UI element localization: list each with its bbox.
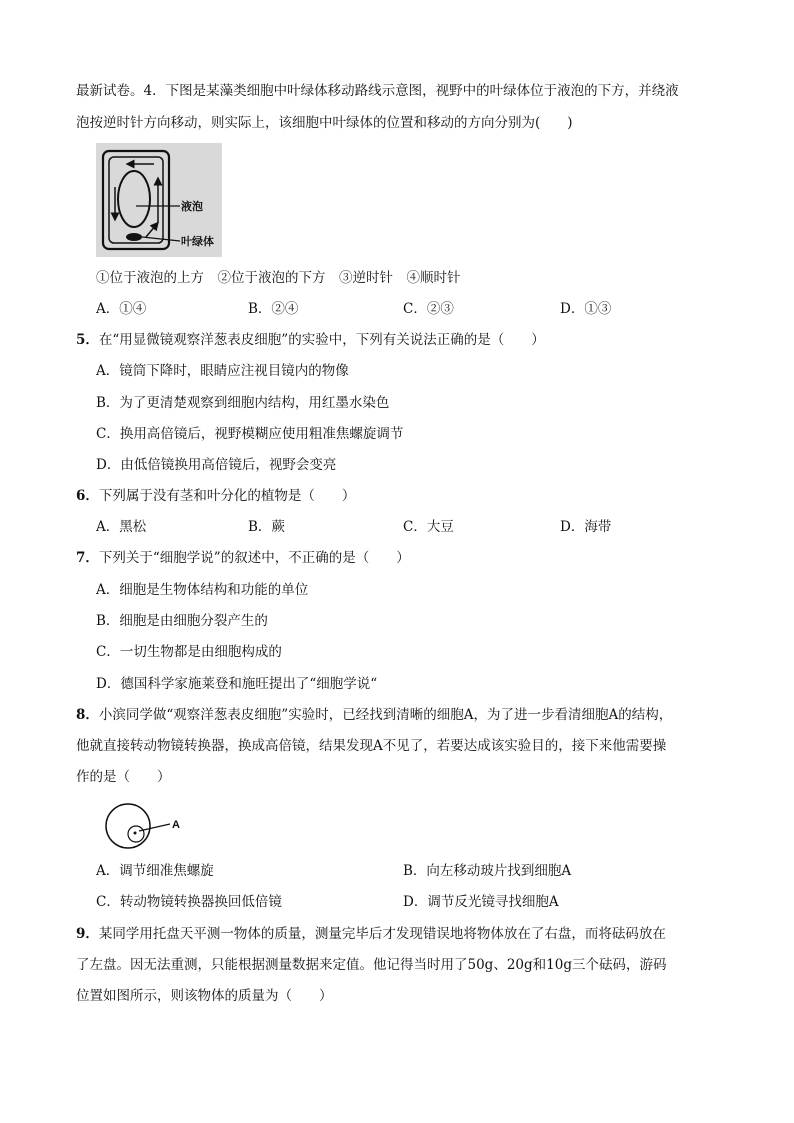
q5-stem-text: 在“用显微镜观察洋葱表皮细胞”的实验中，下列有关说法正确的是（ ） <box>98 332 545 348</box>
cell-diagram <box>96 143 222 257</box>
microscope-view-diagram <box>100 800 190 852</box>
q4-statements: ①位于液泡的上方 ②位于液泡的下方 ③逆时针 ④顺时针 <box>96 270 461 286</box>
q8-stem-line2: 他就直接转动物镜转换器，换成高倍镜，结果发现A不见了，若要达成该实验目的，接下来他需要操 <box>76 738 667 754</box>
q7-option-d: D．德国科学家施莱登和施旺提出了“细胞学说“ <box>96 676 378 692</box>
q6-option-d: D．海带 <box>560 519 612 535</box>
field-of-view-circle <box>106 804 150 848</box>
q9-stem-line3: 位置如图所示，则该物体的质量为（ ） <box>76 988 333 1004</box>
q6-option-a: A．黑松 <box>96 519 147 535</box>
q7-number: 7． <box>76 550 99 566</box>
q9-stem-line1-text: 某同学用托盘天平测一物体的质量，测量完毕后才发现错误地将物体放在了右盘，而将砝码放在 <box>98 926 666 942</box>
arrow-bottom <box>146 225 156 237</box>
q8-figure <box>100 800 190 852</box>
chloroplast-leader <box>142 237 180 241</box>
q8-stem-line1-text: 小滨同学做“观察洋葱表皮细胞”实验时，已经找到清晰的细胞A，为了进一步看清细胞A的结构， <box>98 707 673 723</box>
q7-stem <box>76 549 410 567</box>
q6-number: 6． <box>76 488 99 504</box>
q4-option-d: D．①③ <box>560 301 612 317</box>
q4-stem-line1: 最新试卷。4．下图是某藻类细胞中叶绿体移动路线示意图，视野中的叶绿体位于液泡的下方，并绕液 <box>76 83 679 99</box>
q7-option-c: C．一切生物都是由细胞构成的 <box>96 644 282 660</box>
q8-option-b: B．向左移动玻片找到细胞A <box>403 863 572 879</box>
q5-stem <box>76 331 545 349</box>
q4-stem-line2: 泡按逆时针方向移动，则实际上，该细胞中叶绿体的位置和移动的方向分别为( ) <box>76 115 573 131</box>
q6-option-b: B．蕨 <box>248 519 285 535</box>
vacuole-shape <box>118 171 150 227</box>
q8-stem-line1 <box>76 706 672 724</box>
q5-option-a: A．镜筒下降时，眼睛应注视目镜内的物像 <box>96 363 349 379</box>
q5-option-d: D．由低倍镜换用高倍镜后，视野会变亮 <box>96 457 337 473</box>
q4-option-b: B．②④ <box>248 301 299 317</box>
q5-option-b: B．为了更清楚观察到细胞内结构，用红墨水染色 <box>96 395 390 411</box>
cell-a-nucleus <box>134 832 137 835</box>
q5-option-c: C．换用高倍镜后，视野模糊应使用粗准焦螺旋调节 <box>96 426 404 442</box>
vacuole-label: 液泡 <box>181 201 203 213</box>
cell-a-leader <box>139 824 170 831</box>
q8-option-a: A．调节细准焦螺旋 <box>96 863 214 879</box>
q9-stem-line1 <box>76 925 666 943</box>
chloroplast-label: 叶绿体 <box>181 236 214 248</box>
cell-a-label: A <box>172 819 180 831</box>
chloroplast-shape <box>126 233 142 241</box>
q4-figure <box>96 143 222 257</box>
q8-stem-line3: 作的是（ ） <box>76 769 171 785</box>
q9-number: 9． <box>76 926 99 942</box>
q6-stem <box>76 487 355 505</box>
q6-stem-text: 下列属于没有茎和叶分化的植物是（ ） <box>98 488 356 504</box>
q7-stem-text: 下列关于“细胞学说”的叙述中，不正确的是（ ） <box>98 550 410 566</box>
q9-stem-line2: 了左盘。因无法重测，只能根据测量数据来定值。他记得当时用了50g、20g和10g三个砝码，游码 <box>76 957 667 973</box>
q7-option-b: B．细胞是由细胞分裂产生的 <box>96 613 268 629</box>
q4-option-a: A．①④ <box>96 301 147 317</box>
q5-number: 5． <box>76 332 99 348</box>
q8-option-d: D．调节反光镜寻找细胞A <box>403 894 559 910</box>
q6-option-c: C．大豆 <box>403 519 454 535</box>
q8-option-c: C．转动物镜转换器换回低倍镜 <box>96 894 282 910</box>
q7-option-a: A．细胞是生物体结构和功能的单位 <box>96 582 309 598</box>
q4-option-c: C．②③ <box>403 301 454 317</box>
q8-number: 8． <box>76 707 99 723</box>
